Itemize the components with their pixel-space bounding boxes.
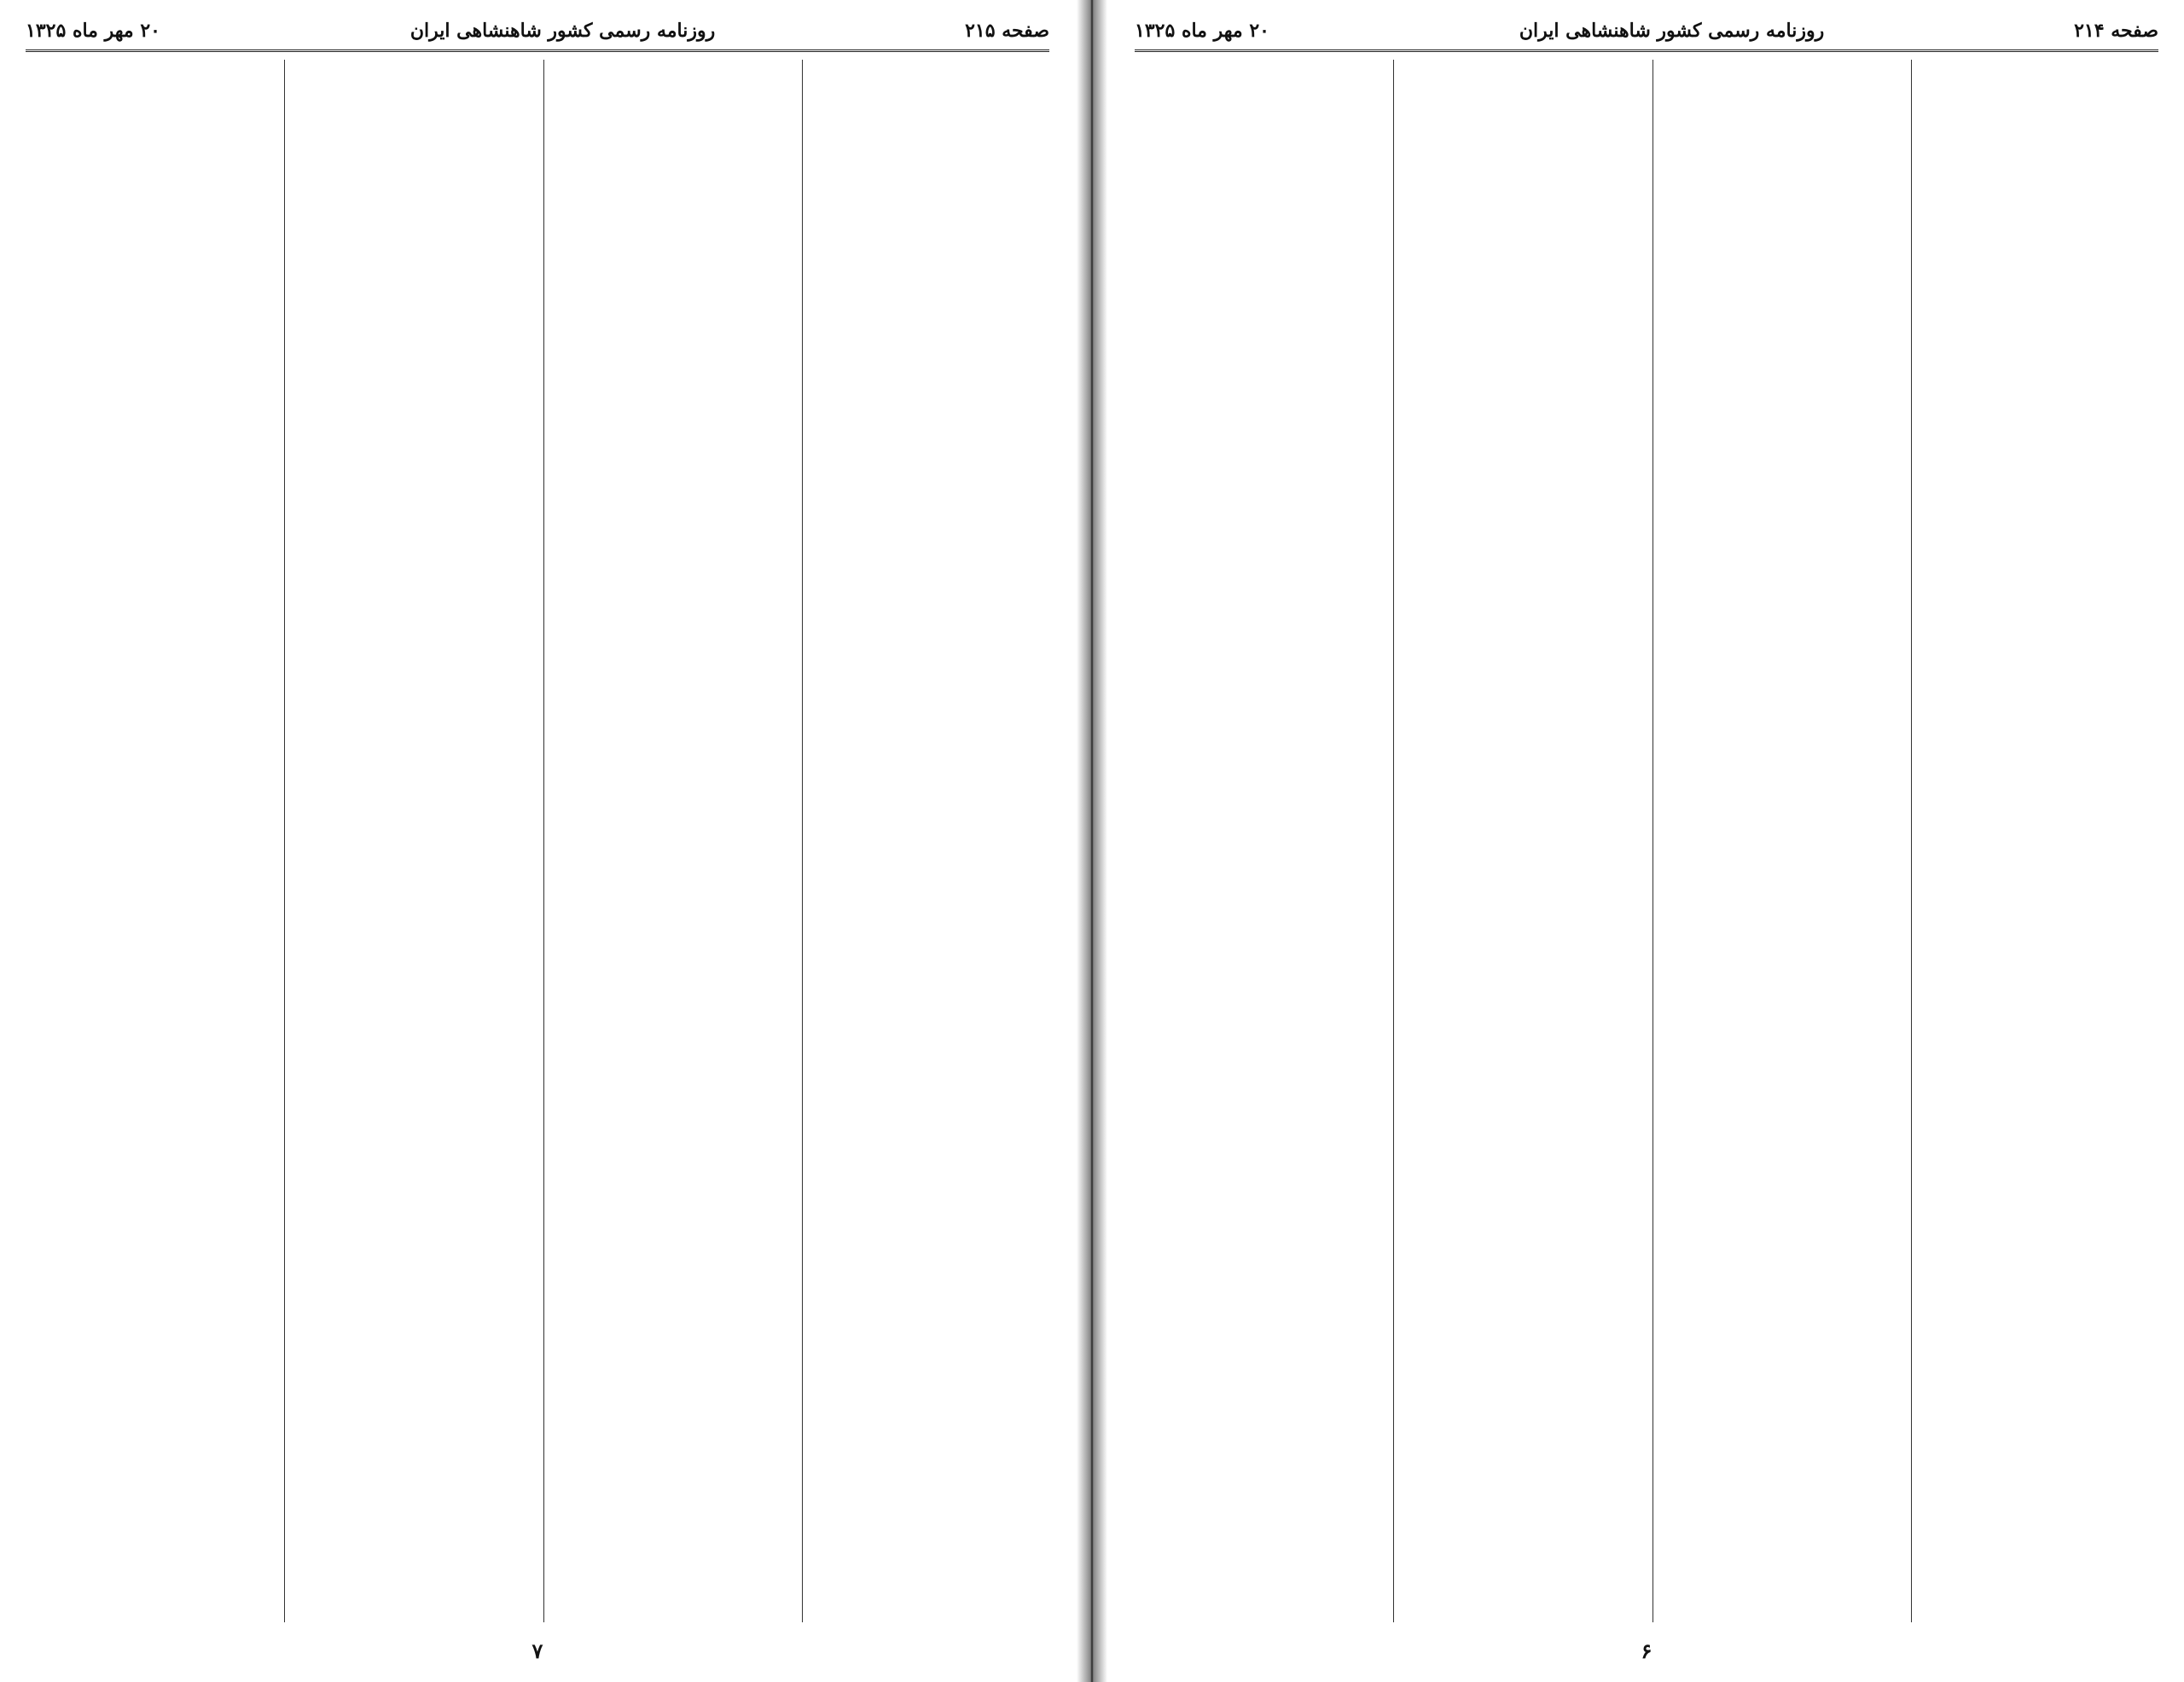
right-page-columns [1135, 60, 2158, 1622]
page-gutter [1077, 0, 1107, 1682]
left-column-1 [802, 60, 1049, 1622]
right-page-title: روزنامه رسمی کشور شاهنشاهی ایران [1519, 20, 1825, 42]
left-page-date: ۲۰ مهر ماه ۱۳۲۵ [26, 20, 160, 42]
left-page-header [26, 12, 1049, 52]
left-page-columns [26, 60, 1049, 1622]
right-column-3 [1393, 60, 1641, 1622]
right-column-1 [1911, 60, 2158, 1622]
left-page-folio: ۷ [531, 1638, 543, 1663]
left-column-3 [284, 60, 531, 1622]
left-page-label: صفحه ۲۱۵ [965, 20, 1049, 42]
right-page-folio: ۶ [1641, 1638, 1653, 1663]
left-page [0, 0, 1075, 1682]
left-column-4 [26, 60, 272, 1622]
right-page-header [1135, 12, 2158, 52]
right-column-4 [1135, 60, 1381, 1622]
left-column-2 [543, 60, 791, 1622]
right-page [1109, 0, 2184, 1682]
left-page-title: روزنامه رسمی کشور شاهنشاهی ایران [410, 20, 716, 42]
right-column-2 [1653, 60, 1900, 1622]
right-page-label: صفحه ۲۱۴ [2074, 20, 2158, 42]
right-page-date: ۲۰ مهر ماه ۱۳۲۵ [1135, 20, 1269, 42]
